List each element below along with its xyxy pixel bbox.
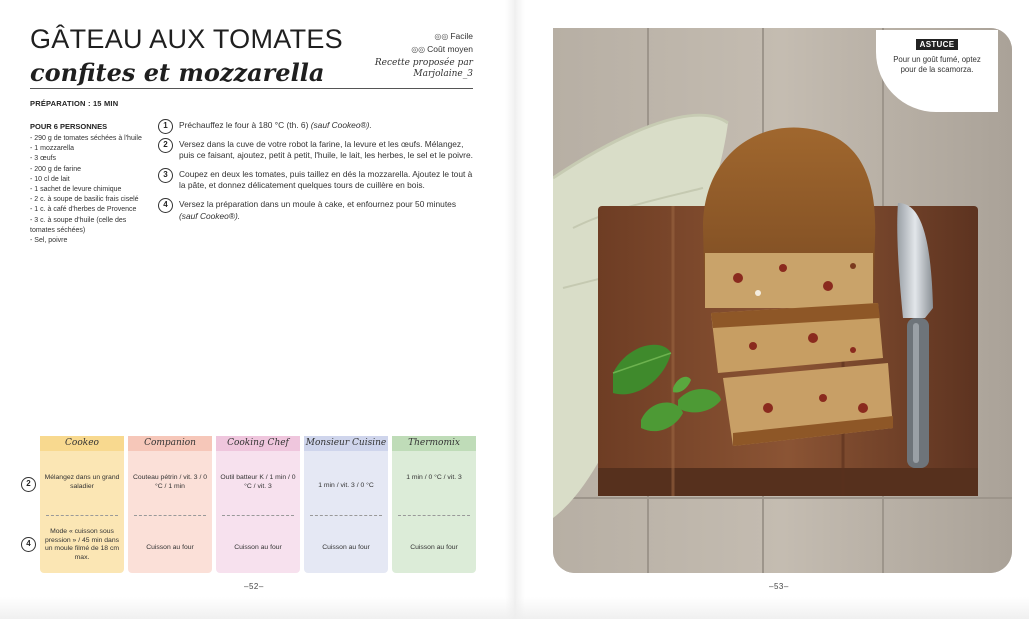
- ingredients-list: [30, 134, 150, 246]
- proposed-by: Recette proposée par Marjolaine_3: [374, 58, 473, 79]
- row2-cell: 1 min / 0 °C / vit. 3: [406, 474, 462, 481]
- row4-cell: Cuisson au four: [322, 544, 370, 551]
- cost-label: Coût moyen: [427, 44, 473, 54]
- step-number: 1: [158, 119, 173, 134]
- ingredient-item: - 1 c. à café d'herbes de Provence: [30, 206, 137, 214]
- tip-text: Pour un goût fumé, optez pour de la scamorza.: [893, 55, 981, 74]
- column-cookeo: [40, 436, 124, 573]
- column-header: Thermomix: [392, 436, 476, 451]
- step-item: [158, 120, 476, 132]
- ingredient-item: - 10 cl de lait: [30, 175, 70, 183]
- row4-cell: Mode « cuisson sous pression » / 45 min dans un moule filmé de 18 cm max.: [44, 528, 120, 561]
- ingredient-item: - 200 g de farine: [30, 165, 81, 173]
- ingredient-item: - 290 g de tomates séchées à l'huile: [30, 135, 142, 142]
- difficulty-icon: ◎◎: [434, 32, 449, 41]
- ingredient-item: - Sel, poivre: [30, 237, 68, 245]
- row-divider: [398, 515, 470, 516]
- row-divider: [222, 515, 294, 516]
- row-divider: [310, 515, 382, 516]
- step-item: [158, 139, 476, 162]
- column-header: Cookeo: [40, 436, 124, 451]
- column-thermomix: [392, 436, 476, 573]
- ingredient-item: - 3 c. à soupe d'huile (celle des tomates séchées): [30, 216, 127, 234]
- preparation-time: PRÉPARATION : 15 MIN: [30, 99, 119, 108]
- row4-cell: Cuisson au four: [146, 544, 194, 551]
- ingredient-item: - 3 œufs: [30, 155, 57, 163]
- ingredient-item: - 1 sachet de levure chimique: [30, 186, 122, 194]
- row4-cell: Cuisson au four: [410, 544, 458, 551]
- column-companion: [128, 436, 212, 573]
- cost-icon: ◎◎: [411, 45, 426, 54]
- row-divider: [134, 515, 206, 516]
- column-header: Companion: [128, 436, 212, 451]
- step-text: Coupez en deux les tomates, puis taillez en dés la mozzarella. Ajoutez le tout à la pâte, et donnez délicatement quelques tours de cuillère en bois.: [179, 168, 473, 191]
- step-note: (sauf Cookeo®).: [179, 210, 241, 221]
- step-number: 4: [158, 198, 173, 213]
- cost-line: [411, 43, 473, 56]
- ingredient-item: - 1 mozzarella: [30, 145, 74, 153]
- step-text: Préchauffez le four à 180 °C (th. 6): [179, 120, 311, 130]
- row4-cell: Cuisson au four: [234, 544, 282, 551]
- difficulty-line: [411, 30, 473, 43]
- row2-cell: 1 min / vit. 3 / 0 °C: [318, 482, 374, 489]
- book-spine: [505, 0, 525, 619]
- step-text: Versez dans la cuve de votre robot la farine, la levure et les œufs. Mélangez, puis ce faisant, ajoutez, petit à petit, l'huile, le lait, les herbes, le sel et le poivre.: [179, 138, 473, 161]
- step-number: 2: [158, 138, 173, 153]
- column-monsieur-cuisine: [304, 436, 388, 573]
- ingredient-item: - 2 c. à soupe de basilic frais ciselé: [30, 196, 139, 204]
- step-text: Versez la préparation dans un moule à cake, et enfournez pour 50 minutes: [179, 198, 457, 209]
- recipe-title: GÂTEAU AUX TOMATES: [30, 24, 343, 54]
- difficulty-label: Facile: [450, 31, 473, 41]
- row-number: 2: [21, 477, 36, 492]
- page-number-right: –53–: [769, 582, 789, 591]
- steps-list: [158, 120, 476, 229]
- column-cooking-chef: [216, 436, 300, 573]
- step-item: [158, 199, 476, 222]
- page-bottom-shadow: [0, 597, 1029, 619]
- step-item: [158, 169, 476, 192]
- row2-cell: Mélangez dans un grand saladier: [44, 474, 120, 490]
- page-number-left: –52–: [244, 582, 264, 591]
- recipe-meta: [374, 30, 473, 79]
- row2-cell: Outil batteur K / 1 min / 0 °C / vit. 3: [220, 474, 296, 490]
- title-divider: [30, 88, 473, 89]
- ingredients-title: POUR 6 PERSONNES: [30, 122, 108, 131]
- column-header: Cooking Chef: [216, 436, 300, 451]
- row-number: 4: [21, 537, 36, 552]
- column-header: Monsieur Cuisine: [304, 436, 388, 451]
- appliance-table: [40, 436, 476, 573]
- tip-badge: ASTUCE: [916, 39, 959, 50]
- row-divider: [46, 515, 118, 516]
- step-note: (sauf Cookeo®).: [310, 120, 372, 130]
- row2-cell: Couteau pétrin / vit. 3 / 0 °C / 1 min: [132, 474, 208, 490]
- recipe-subtitle: confites et mozzarella: [30, 58, 325, 87]
- step-number: 3: [158, 168, 173, 183]
